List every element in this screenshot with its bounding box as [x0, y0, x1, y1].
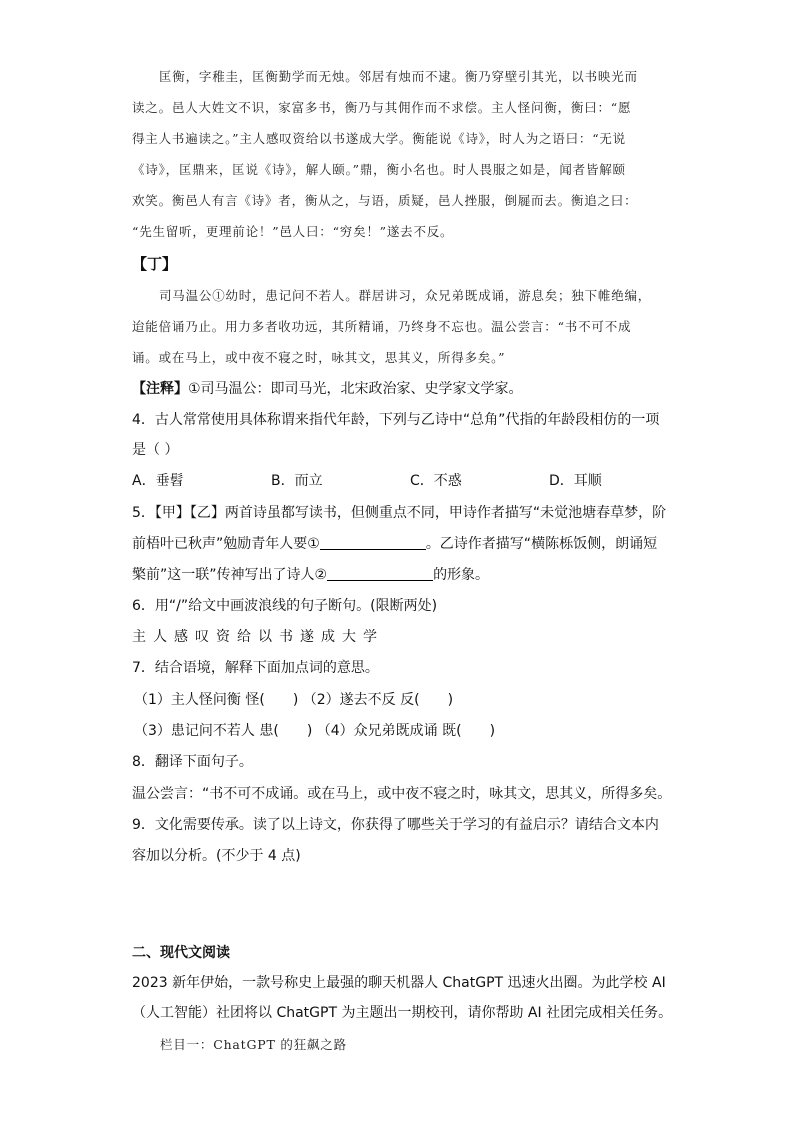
question-6-sentence: 主人感叹资给以书遂成大学 [132, 629, 384, 645]
note-text: ①司马温公：即司马光，北宋政治家、史学家文学家。 [188, 381, 523, 397]
q5-text-d: 的形象。 [433, 567, 490, 583]
question-5: 5．【甲】【乙】两首诗虽都写读书，但侧重点不同，甲诗作者描写“未觉池塘春草梦，阶 [132, 505, 667, 521]
question-4-cont: 是（ ） [132, 442, 179, 458]
answer-blank-1[interactable] [320, 535, 426, 550]
q7-close: ) [447, 692, 454, 708]
q7-item-3: （3）患记问不若人 患( [134, 723, 279, 739]
paragraph-line: （人工智能）社团将以 ChatGPT 为主题出一期校刊，请你帮助 AI 社团完成相关任务。 [132, 1005, 673, 1021]
question-8: 8．翻译下面句子。 [132, 754, 253, 770]
q7-close: ) [489, 723, 496, 739]
question-4: 4．古人常常使用具体称谓来指代年龄，下列与乙诗中“总角”代指的年龄段相仿的一项 [132, 412, 660, 428]
passage-line: 《诗》，匡鼎来，匡说《诗》，解人颐。”鼎，衡小名也。时人畏服之如是，闻者皆解颐 [132, 162, 626, 177]
passage-line: 匡衡，字稚圭，匡衡勤学而无烛。邻居有烛而不逮。衡乃穿壁引其光，以书映光而 [159, 69, 638, 84]
question-7-row2 [134, 721, 495, 741]
passage-line: 司马温公①幼时，患记问不若人。群居讲习，众兄弟既成诵，游息矣；独下帷绝编， [159, 288, 652, 303]
question-7: 7．结合语境，解释下面加点词的意思。 [132, 660, 379, 676]
question-7-row1 [134, 690, 453, 710]
answer-blank-2[interactable] [327, 566, 433, 581]
note-label: 【注释】 [132, 381, 188, 397]
section-heading-ding: 【丁】 [132, 255, 178, 273]
q7-item-2: ) （2）遂去不反 反( [292, 692, 420, 708]
option-c[interactable]: C．不惑 [410, 473, 462, 489]
paragraph-line: 2023 新年伊始，一款号称史上最强的聊天机器人 ChatGPT 迅速火出圈。为此学校 AI [132, 975, 666, 991]
note [132, 379, 523, 399]
question-8-sentence: 温公尝言：“书不可不成诵。或在马上，或中夜不寝之时，咏其文，思其义，所得多矣。 [132, 786, 672, 802]
option-b[interactable]: B．而立 [271, 473, 323, 489]
q5-text-a: 前梧叶已秋声”勉励青年人要① [132, 536, 320, 552]
option-d[interactable]: D．耳顺 [549, 473, 602, 489]
passage-line: 诵。或在马上，或中夜不寝之时，咏其文，思其义，所得多矣。” [132, 350, 506, 365]
column-title: 栏目一：ChatGPT 的狂飙之路 [160, 1037, 347, 1052]
option-a[interactable]: A．垂髫 [132, 473, 184, 489]
q7-item-4: ) （4）众兄弟既成诵 既( [306, 723, 462, 739]
passage-line: 迨能倍诵乃止。用力多者收功远，其所精诵，乃终身不忘也。温公尝言：“书不可不成 [132, 319, 632, 334]
q5-text-c: 檠前”这一联”传神写出了诗人② [132, 567, 328, 583]
q7-item-1: （1）主人怪问衡 怪( [134, 692, 265, 708]
question-5-line3 [132, 565, 489, 585]
question-4-options [132, 471, 672, 491]
passage-line: 得主人书遍读之。”主人感叹资给以书遂成大学。衡能说《诗》，时人为之语曰：“无说 [132, 131, 626, 146]
question-5-line2 [132, 534, 657, 554]
passage-line: 欢笑。衡邑人有言《诗》者，衡从之，与语，质疑，邑人挫服，倒屣而去。衡追之曰： [132, 193, 638, 208]
passage-line: “先生留听，更理前论！”邑人曰：“穷矣！”遂去不反。 [132, 224, 454, 239]
question-9-cont: 容加以分析。(不少于 4 点) [132, 848, 301, 864]
section-title: 二、现代文阅读 [132, 945, 230, 961]
q5-text-b: 。乙诗作者描写“横陈栎饭侧，朗诵短 [425, 536, 658, 552]
passage-line: 读之。邑人大姓文不识，家富多书，衡乃与其佣作而不求偿。主人怪问衡，衡曰：“愿 [132, 100, 632, 115]
question-6: 6．用“/”给文中画波浪线的句子断句。(限断两处) [132, 598, 438, 614]
question-9: 9．文化需要传承。读了以上诗文，你获得了哪些关于学习的有益启示？请结合文本内 [132, 817, 659, 833]
